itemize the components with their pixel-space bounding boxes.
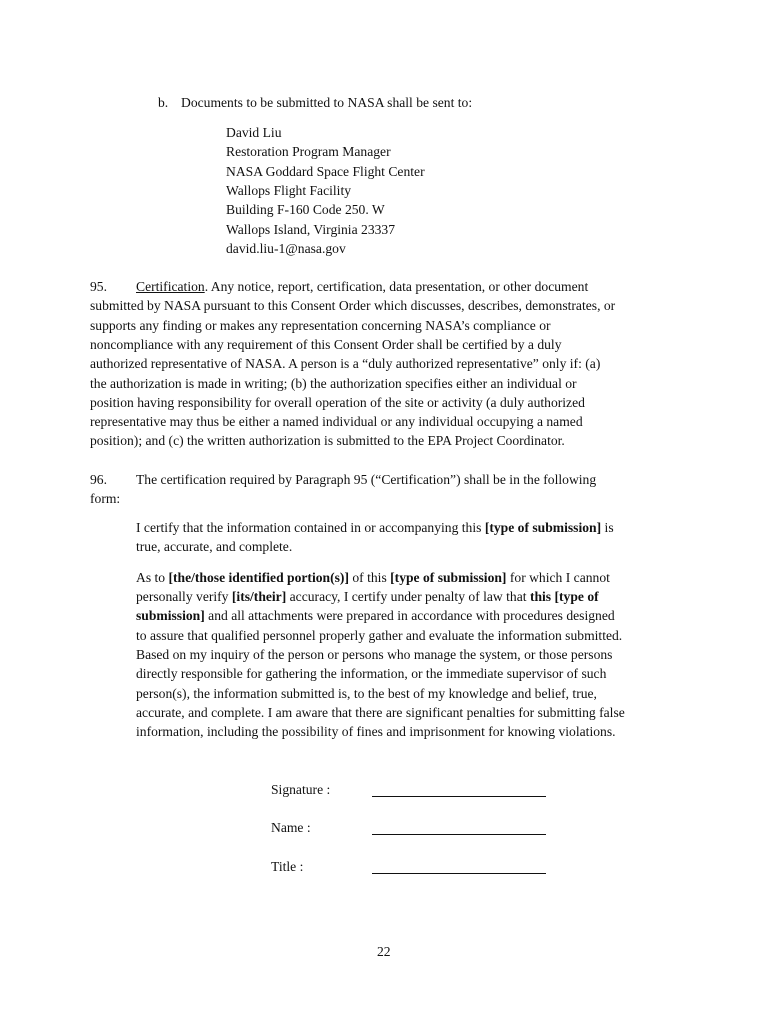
address-line: NASA Goddard Space Flight Center xyxy=(226,164,425,179)
paragraph-line: form: xyxy=(90,491,121,506)
paragraph-line: authorized representative of NASA. A person is a “duly authorized representative” only if: (a) xyxy=(90,356,601,371)
section-b-text: Documents to be submitted to NASA shall be sent to: xyxy=(181,95,473,110)
paragraph-heading: Certification xyxy=(136,279,205,294)
signature-field[interactable] xyxy=(372,796,546,797)
title-field[interactable] xyxy=(372,873,546,874)
paragraph-line: . Any notice, report, certification, data presentation, or other document xyxy=(204,279,589,294)
cert-text: and all attachments were prepared in accordance with procedures designed xyxy=(204,608,615,623)
title-label: Title : xyxy=(271,859,304,874)
address-line: Wallops Flight Facility xyxy=(226,183,352,198)
paragraph-line: position); and (c) the written authorization is submitted to the EPA Project Coordinator. xyxy=(90,433,565,448)
address-line: Building F-160 Code 250. W xyxy=(226,202,385,217)
cert-text: information, including the possibility of fines and imprisonment for knowing violations. xyxy=(136,724,616,739)
paragraph-line: submitted by NASA pursuant to this Consent Order which discusses, describes, demonstrates, or xyxy=(90,298,616,313)
paragraph-number: 95. xyxy=(90,279,107,294)
cert-text: I certify that the information contained in or accompanying this xyxy=(136,520,485,535)
paragraph-line: the authorization is made in writing; (b) the authorization specifies either an individual or xyxy=(90,376,577,391)
name-label: Name : xyxy=(271,820,311,835)
cert-text: accuracy, I certify under penalty of law that xyxy=(286,589,530,604)
cert-placeholder: [its/their] xyxy=(231,589,287,604)
cert-placeholder: [type of submission] xyxy=(484,520,602,535)
cert-text: As to xyxy=(136,570,169,585)
paragraph-number: 96. xyxy=(90,472,107,487)
address-line: Wallops Island, Virginia 23337 xyxy=(226,222,396,237)
cert-placeholder: [type of submission] xyxy=(390,570,507,585)
cert-text: is xyxy=(601,520,614,535)
address-email: david.liu-1@nasa.gov xyxy=(226,241,346,256)
address-line: Restoration Program Manager xyxy=(226,144,391,159)
paragraph-line: The certification required by Paragraph 95 (“Certification”) shall be in the following xyxy=(136,472,597,487)
paragraph-line: representative may thus be either a named individual or any individual occupying a named xyxy=(90,414,583,429)
name-field[interactable] xyxy=(372,834,546,835)
address-line: David Liu xyxy=(226,125,282,140)
cert-text: Based on my inquiry of the person or persons who manage the system, or those persons xyxy=(136,647,613,662)
paragraph-line: supports any finding or makes any representation concerning NASA’s compliance or xyxy=(90,318,551,333)
paragraph-line: noncompliance with any requirement of this Consent Order shall be certified by a duly xyxy=(90,337,562,352)
cert-text: person(s), the information submitted is, to the best of my knowledge and belief, true, xyxy=(136,686,597,701)
cert-text: for which I cannot xyxy=(506,570,610,585)
cert-text: true, accurate, and complete. xyxy=(136,539,293,554)
cert-text: to assure that qualified personnel properly gather and evaluate the information submitted. xyxy=(136,628,623,643)
cert-text: personally verify xyxy=(136,589,232,604)
cert-placeholder: this [type of xyxy=(529,589,599,604)
cert-text: accurate, and complete. I am aware that there are significant penalties for submitting false xyxy=(136,705,625,720)
page-number: 22 xyxy=(377,944,391,959)
cert-text: of this xyxy=(348,570,391,585)
section-b-marker: b. xyxy=(158,95,169,110)
cert-placeholder: [the/those identified portion(s)] xyxy=(168,570,349,585)
signature-label: Signature : xyxy=(271,782,331,797)
paragraph-line: position having responsibility for overall operation of the site or activity (a duly authorized xyxy=(90,395,585,410)
cert-text: directly responsible for gathering the information, or the immediate supervisor of such xyxy=(136,666,607,681)
cert-placeholder: submission] xyxy=(136,608,205,623)
